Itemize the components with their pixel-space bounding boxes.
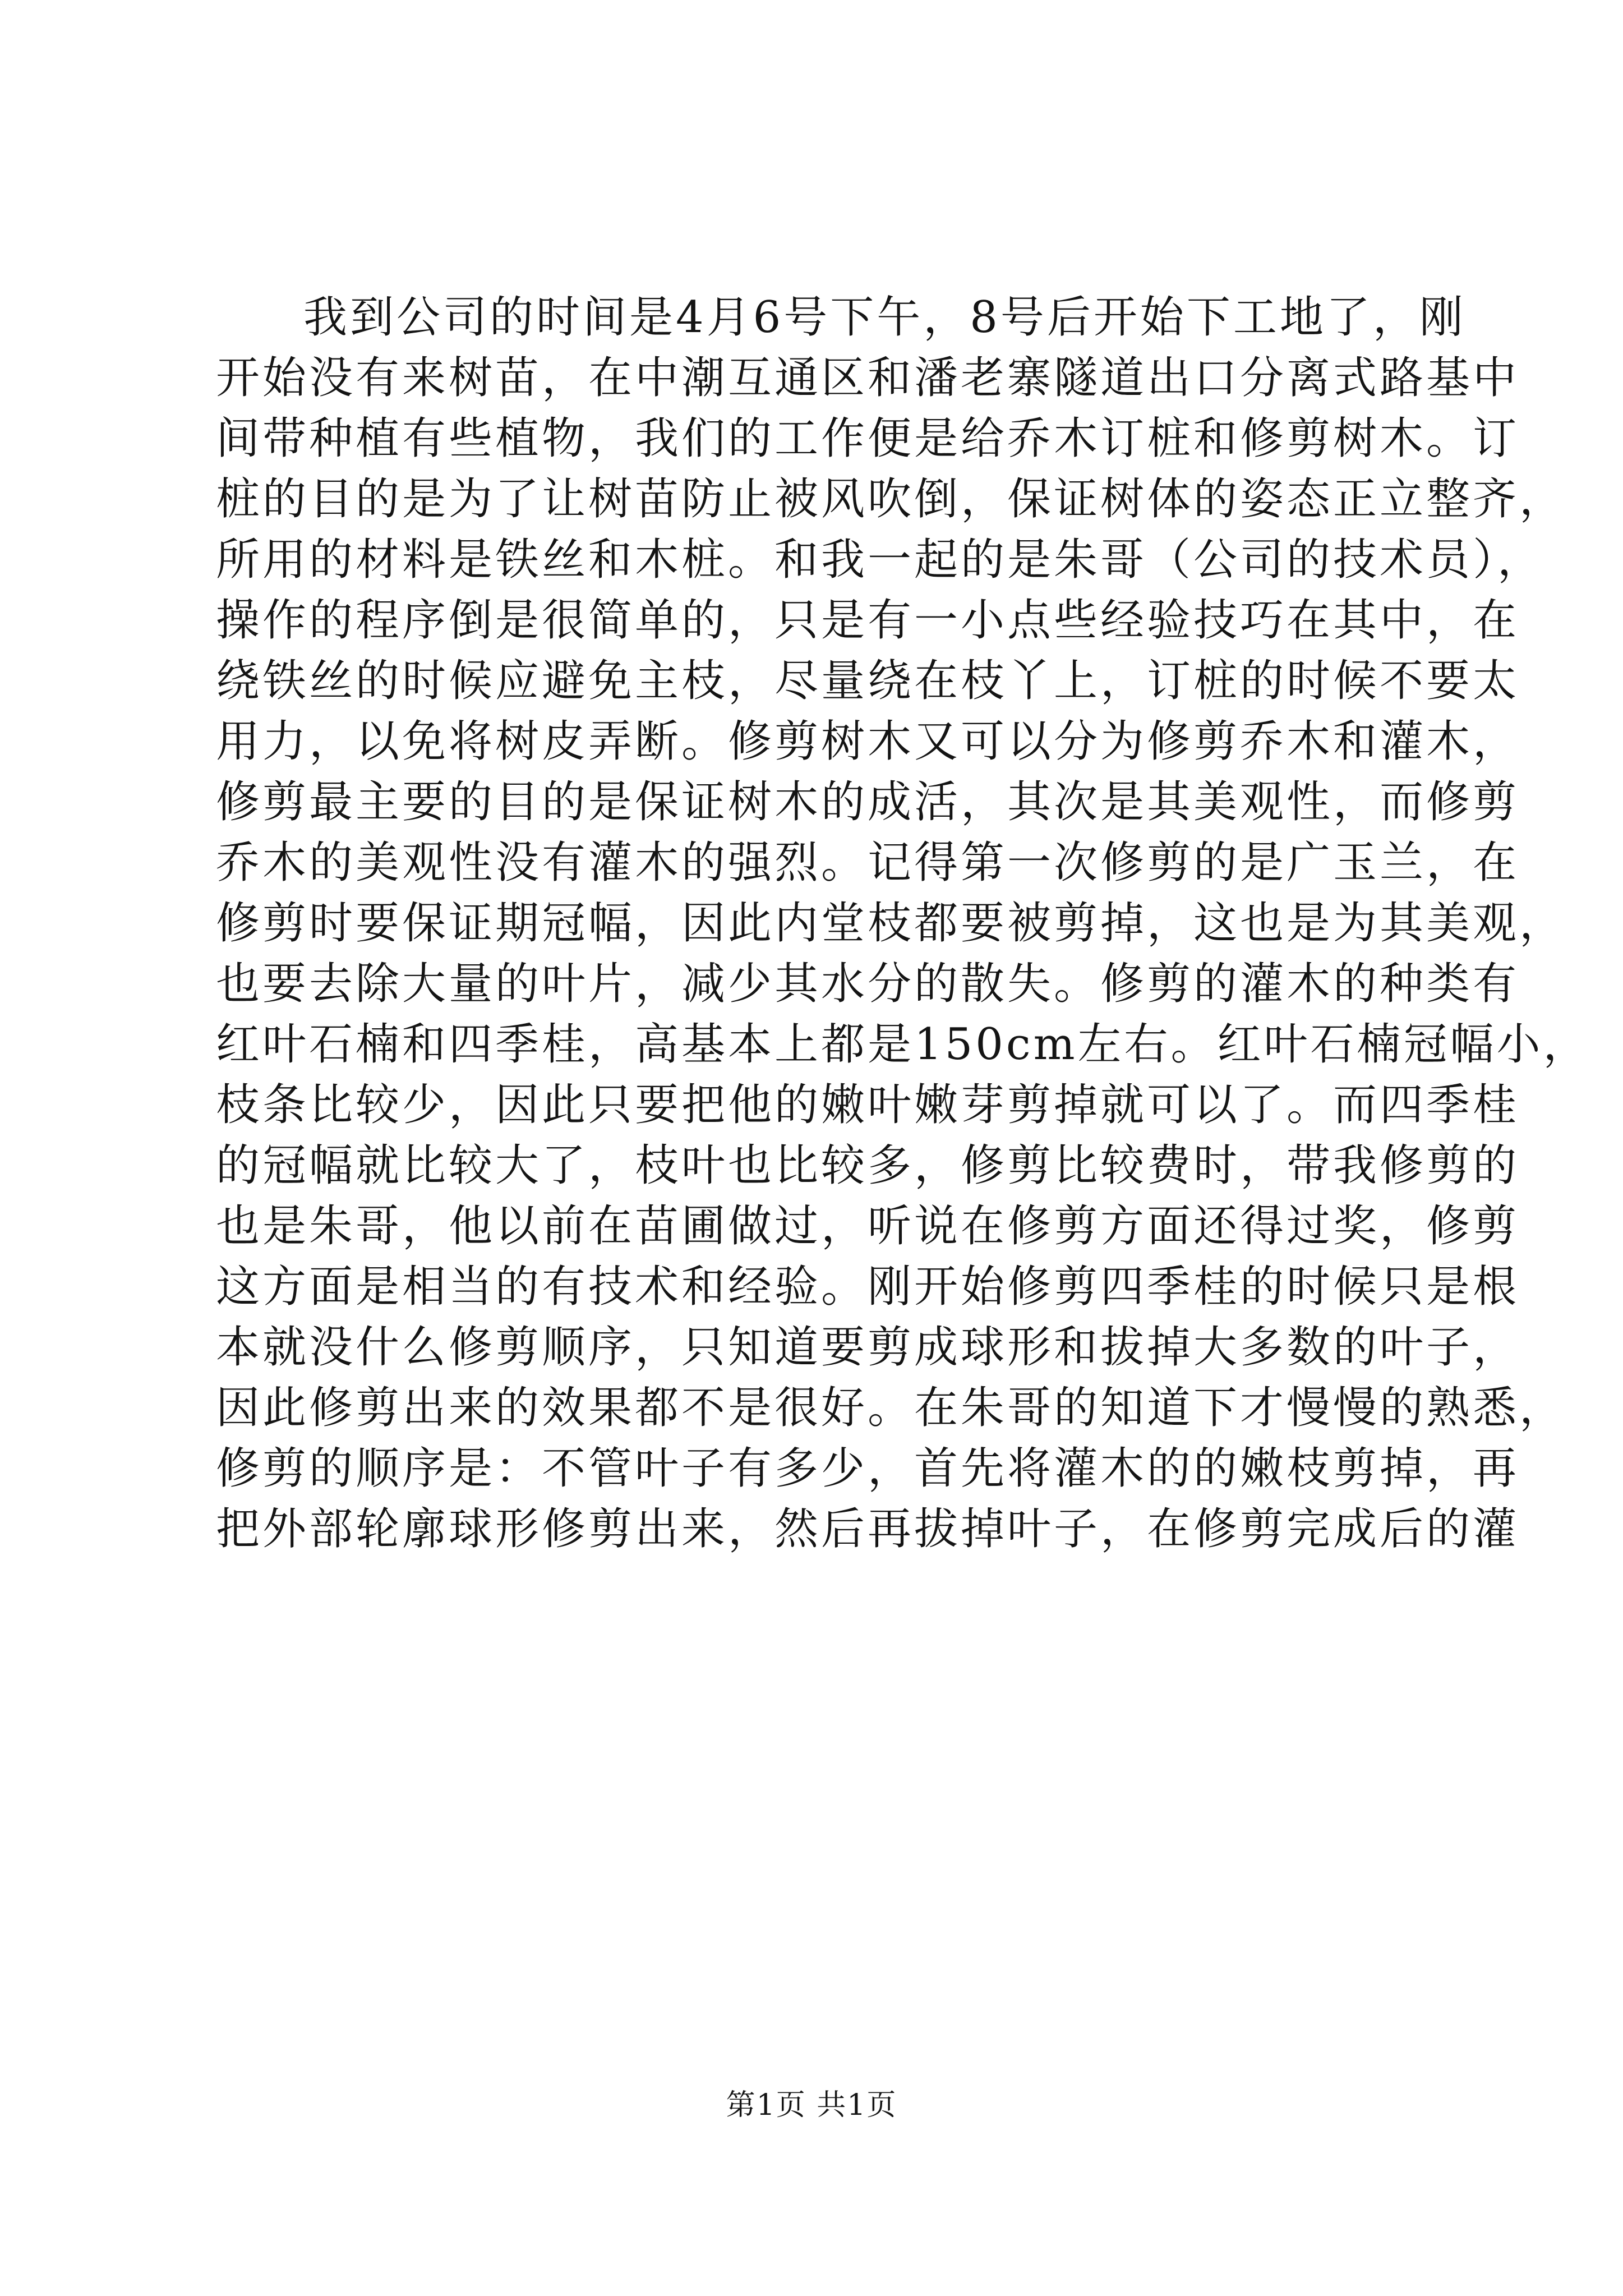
paragraph-line: 所用的材料是铁丝和木桩。和我一起的是朱哥（公司的技术员）， <box>216 535 1544 585</box>
paragraph-line: 也要去除大量的叶片，减少其水分的散失。修剪的灌木的种类有 <box>216 959 1520 1009</box>
paragraph-line: 操作的程序倒是很简单的，只是有一小点些经验技巧在其中，在 <box>216 595 1520 646</box>
paragraph-line: 桩的目的是为了让树苗防止被风吹倒，保证树体的姿态正立整齐， <box>216 474 1566 524</box>
paragraph-line: 把外部轮廓球形修剪出来，然后再拔掉叶子，在修剪完成后的灌 <box>216 1504 1520 1554</box>
paragraph-line: 开始没有来树苗，在中潮互通区和潘老寨隧道出口分离式路基中 <box>216 353 1520 403</box>
paragraph-line: 用力，以免将树皮弄断。修剪树木又可以分为修剪乔木和灌木， <box>216 716 1520 767</box>
paragraph-line: 也是朱哥，他以前在苗圃做过，听说在修剪方面还得过奖，修剪 <box>216 1201 1520 1251</box>
paragraph-line: 绕铁丝的时候应避免主枝，尽量绕在枝丫上，订桩的时候不要太 <box>216 656 1520 706</box>
paragraph-line: 修剪时要保证期冠幅，因此内堂枝都要被剪掉，这也是为其美观， <box>216 898 1566 949</box>
paragraph-line: 修剪最主要的目的是保证树木的成活，其次是其美观性，而修剪 <box>216 777 1520 827</box>
paragraph-line: 间带种植有些植物，我们的工作便是给乔木订桩和修剪树木。订 <box>216 413 1520 464</box>
paragraph-line: 的冠幅就比较大了，枝叶也比较多，修剪比较费时，带我修剪的 <box>216 1140 1520 1191</box>
paragraph-line: 红叶石楠和四季桂，高基本上都是150cm左右。红叶石楠冠幅小， <box>216 1019 1590 1070</box>
paragraph-line: 本就没什么修剪顺序，只知道要剪成球形和拔掉大多数的叶子， <box>216 1322 1520 1373</box>
paragraph-line: 修剪的顺序是：不管叶子有多少，首先将灌木的的嫩枝剪掉，再 <box>216 1443 1520 1494</box>
paragraph-line: 这方面是相当的有技术和经验。刚开始修剪四季桂的时候只是根 <box>216 1262 1520 1312</box>
page-footer: 第1页 共1页 <box>726 2088 897 2122</box>
paragraph-line: 我到公司的时间是4月6号下午，8号后开始下工地了，刚 <box>303 292 1466 343</box>
paragraph-line: 因此修剪出来的效果都不是很好。在朱哥的知道下才慢慢的熟悉， <box>216 1383 1566 1433</box>
body-paragraph <box>216 287 1590 1559</box>
paragraph-line: 枝条比较少，因此只要把他的嫩叶嫩芽剪掉就可以了。而四季桂 <box>216 1080 1520 1130</box>
paragraph-line: 乔木的美观性没有灌木的强烈。记得第一次修剪的是广玉兰，在 <box>216 838 1520 888</box>
